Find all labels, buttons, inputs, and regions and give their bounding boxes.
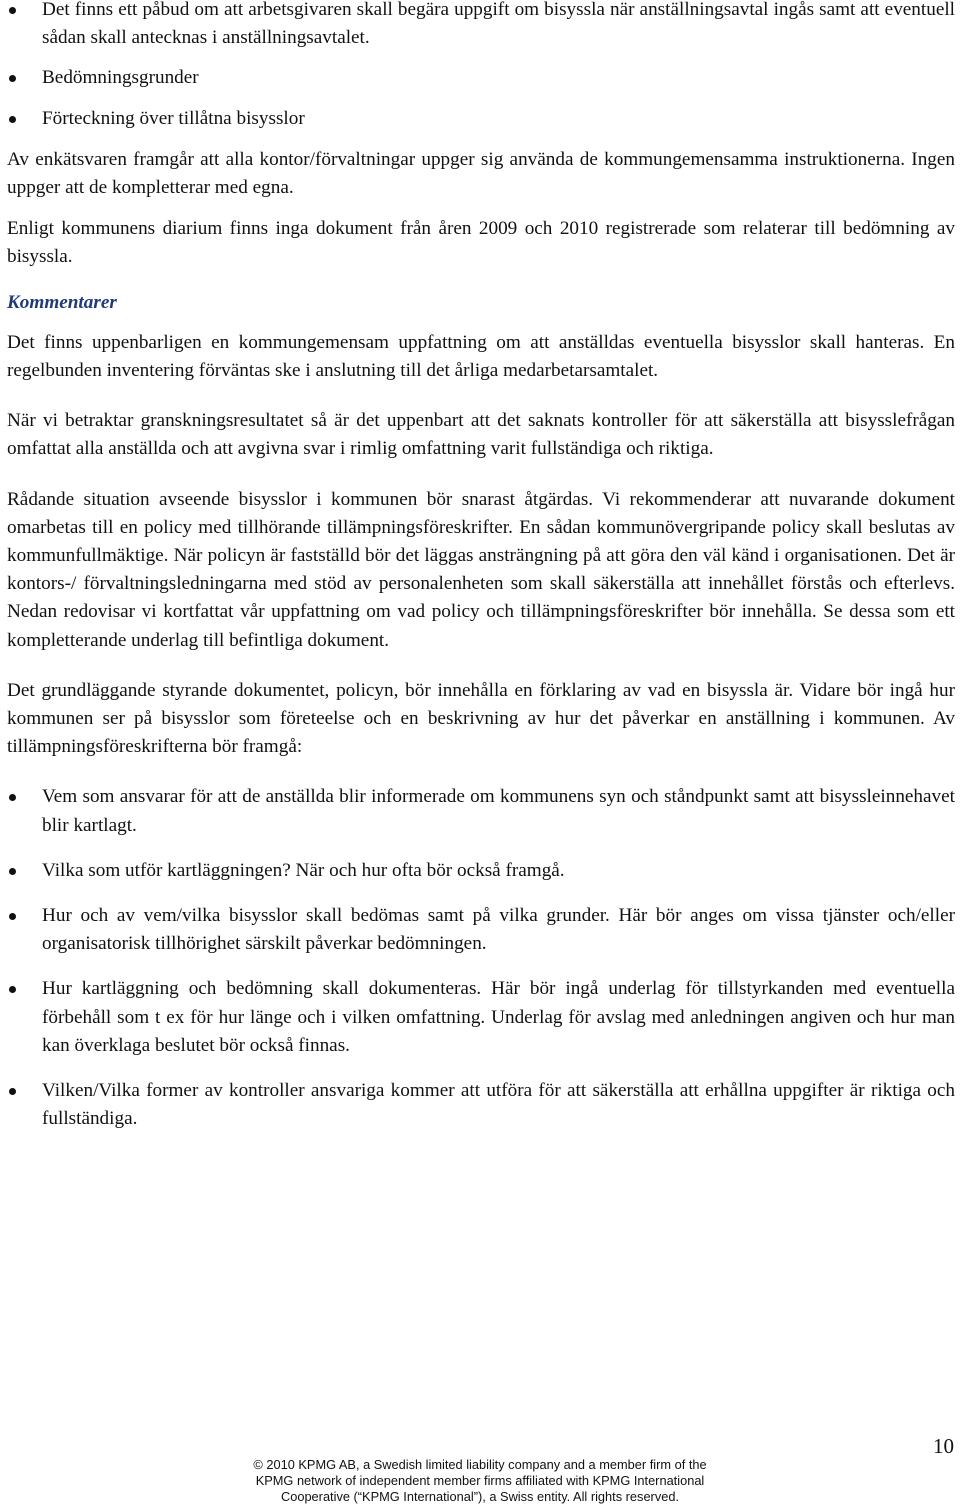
paragraph-review-result: När vi betraktar granskningsresultatet så är det uppenbart att det saknats kontroller för att säkerställa att bisysslefrågan omfattat alla anställda och att avgivna svar i rimlig omfattning varit fullständiga och riktiga. xyxy=(7,410,955,460)
copyright-footer xyxy=(0,1457,960,1505)
paragraph-policy-content: Det grundläggande styrande dokumentet, policyn, bör innehålla en förklaring av vad en bisyssla är. Vidare bör ingå hur kommunen ser på bisysslor som företeelse och en beskrivning av hur det påverkar en anställning i kommunen. Av tillämpningsföreskrifterna bör framgå: xyxy=(7,679,955,758)
list-item-text: Vem som ansvarar för att de anställda blir informerade om kommunens syn och ståndpunkt samt att bisyssleinnehavet blir kartlagt. xyxy=(42,786,955,836)
bullet-icon xyxy=(9,1088,16,1095)
bullet-icon xyxy=(9,7,16,14)
list-item xyxy=(7,975,955,1060)
list-item-text: Förteckning över tillåtna bisysslor xyxy=(42,107,305,129)
list-item xyxy=(7,857,955,885)
page-number: 10 xyxy=(933,1434,954,1458)
paragraph-diary: Enligt kommunens diarium finns inga dokument från åren 2009 och 2010 registrerade som relaterar till bedömning av bisyssla. xyxy=(7,218,955,268)
bullet-icon xyxy=(9,986,16,993)
bullet-icon xyxy=(9,75,16,82)
list-item xyxy=(7,783,955,839)
list-item-text: Bedömningsgrunder xyxy=(42,67,199,89)
list-item xyxy=(7,0,955,52)
bullet-icon xyxy=(9,913,16,920)
section-heading-comments: Kommentarer xyxy=(7,291,117,313)
list-item-text: Det finns ett påbud om att arbetsgivaren skall begära uppgift om bisyssla när anställningsavtal ingås samt att eventuell sådan skall antecknas i anställningsavtalet. xyxy=(42,0,955,49)
paragraph-survey-answers: Av enkätsvaren framgår att alla kontor/förvaltningar uppger sig använda de kommungemensamma instruktionerna. Ingen uppger att de kompletterar med egna. xyxy=(7,148,955,199)
list-item xyxy=(7,105,955,133)
footer-line: Cooperative (“KPMG International”), a Swiss entity. All rights reserved. xyxy=(280,1489,680,1504)
bottom-bullet-list xyxy=(7,783,955,1133)
document-page xyxy=(7,0,955,1151)
list-item-text: Vilka som utför kartläggningen? När och hur ofta bör också framgå. xyxy=(42,859,565,881)
bullet-icon xyxy=(9,868,16,875)
top-bullet-list xyxy=(7,0,955,133)
bullet-icon xyxy=(9,116,16,123)
footer-line: KPMG network of independent member firms affiliated with KPMG International xyxy=(255,1473,705,1488)
paragraph-recommendation: Rådande situation avseende bisysslor i kommunen bör snarast åtgärdas. Vi rekommenderar att nuvarande dokument omarbetas till en policy med tillhörande tillämpningsföreskrifter. En sådan kommunövergripande policy skall beslutas av kommunfullmäktige. När policyn är fastställd bör det läggas ansträngning på att göra den väl känd i organisationen. Det är kontors-/ förvaltningsledningarna med stöd av personalenheten som skall säkerställa att innehållet förstås och efterlevs. Nedan redovisar vi kortfattat vår uppfattning om vad policy och tillämpningsföreskrifter bör innehålla. Se dessa som ett kompletterande underlag till befintliga dokument. xyxy=(7,488,955,651)
list-item-text: Hur och av vem/vilka bisysslor skall bedömas samt på vilka grunder. Här bör anges om vissa tjänster och/eller organisatorisk tillhörighet särskilt påverkar bedömningen. xyxy=(42,905,955,955)
list-item xyxy=(7,64,955,92)
list-item xyxy=(7,902,955,958)
list-item-text: Vilken/Vilka former av kontroller ansvariga kommer att utföra för att säkerställa att erhållna uppgifter är riktiga och fullständiga. xyxy=(42,1080,955,1130)
footer-line: © 2010 KPMG AB, a Swedish limited liability company and a member firm of the xyxy=(253,1457,707,1472)
list-item xyxy=(7,1077,955,1133)
paragraph-comments: Det finns uppenbarligen en kommungemensam uppfattning om att anställdas eventuella bisysslor skall hanteras. En regelbunden inventering förväntas ske i anslutning till det årliga medarbetarsamtalet. xyxy=(7,331,955,382)
list-item-text: Hur kartläggning och bedömning skall dokumenteras. Här bör ingå underlag för tillstyrkanden med eventuella förbehåll som t ex för hur länge och i vilken omfattning. Underlag för avslag med anledningen angiven och hur man kan överklaga beslutet bör också finnas. xyxy=(42,978,955,1056)
bullet-icon xyxy=(9,794,16,801)
